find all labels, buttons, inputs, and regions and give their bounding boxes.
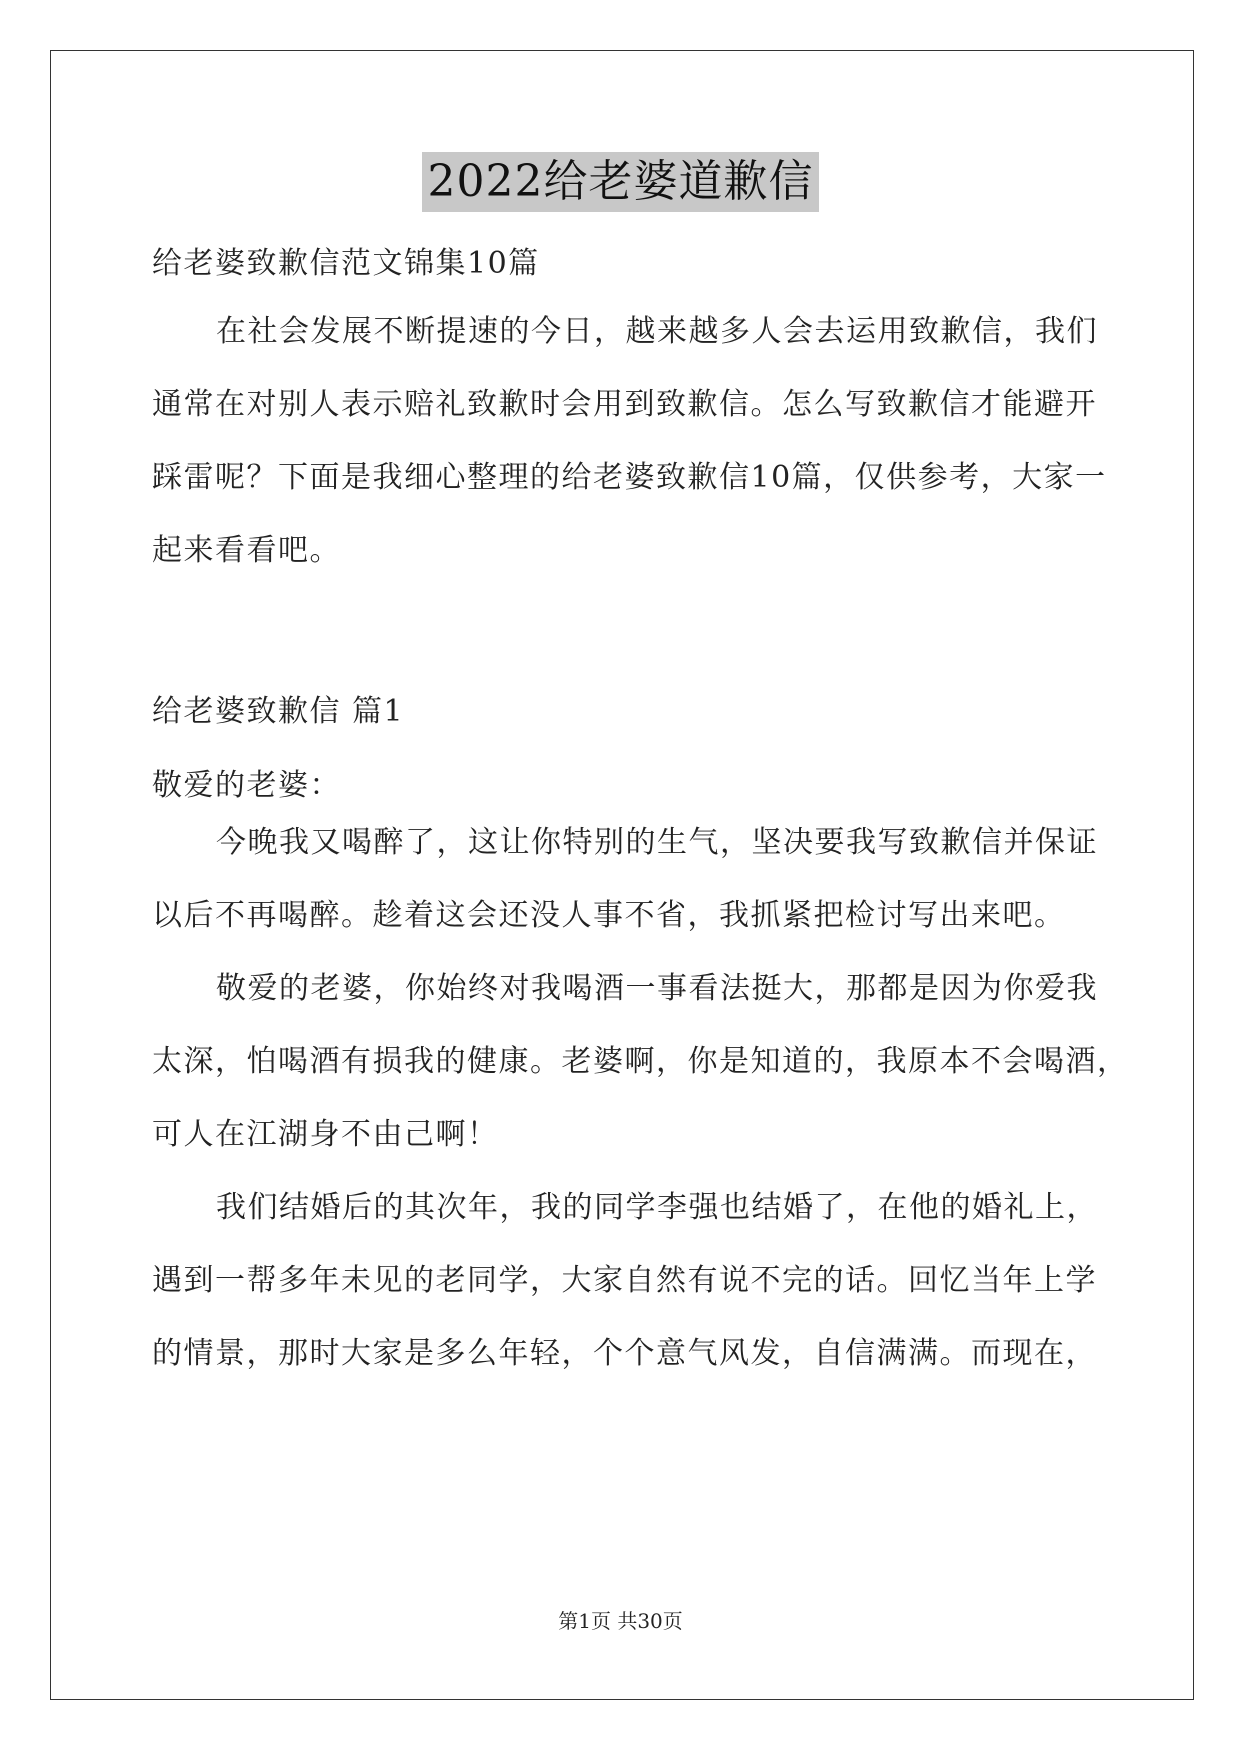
intro-paragraph <box>152 295 1107 587</box>
section-heading: 给老婆致歉信 篇1 <box>152 694 405 729</box>
paragraph-2 <box>152 952 1129 1171</box>
document-subtitle: 给老婆致歉信范文锦集10篇 <box>152 246 540 281</box>
document-title: 2022给老婆道歉信 <box>422 152 820 212</box>
text-line: 通常在对别人表示赔礼致歉时会用到致歉信。怎么写致歉信才能避开 <box>152 387 1097 422</box>
paragraph-3 <box>152 1171 1098 1390</box>
text-line: 我们结婚后的其次年，我的同学李强也结婚了，在他的婚礼上， <box>216 1190 1098 1225</box>
text-line: 在社会发展不断提速的今日，越来越多人会去运用致歉信，我们 <box>216 314 1098 349</box>
text-line: 踩雷呢？下面是我细心整理的给老婆致歉信10篇，仅供参考，大家一 <box>152 460 1107 495</box>
text-line: 敬爱的老婆，你始终对我喝酒一事看法挺大，那都是因为你爱我 <box>216 971 1098 1006</box>
text-line: 太深，怕喝酒有损我的健康。老婆啊，你是知道的，我原本不会喝酒， <box>152 1044 1129 1079</box>
page-footer: 第1页 共30页 <box>558 1609 683 1633</box>
text-line: 的情景，那时大家是多么年轻，个个意气风发，自信满满。而现在， <box>152 1336 1097 1371</box>
title-container <box>0 152 1241 212</box>
text-line: 可人在江湖身不由己啊！ <box>152 1117 499 1152</box>
text-line: 以后不再喝醉。趁着这会还没人事不省，我抓紧把检讨写出来吧。 <box>152 898 1066 933</box>
text-line: 起来看看吧。 <box>152 533 341 568</box>
text-line: 遇到一帮多年未见的老同学，大家自然有说不完的话。回忆当年上学 <box>152 1263 1097 1298</box>
salutation: 敬爱的老婆： <box>152 768 341 803</box>
paragraph-1 <box>152 806 1098 952</box>
text-line: 今晚我又喝醉了，这让你特别的生气，坚决要我写致歉信并保证 <box>216 825 1098 860</box>
